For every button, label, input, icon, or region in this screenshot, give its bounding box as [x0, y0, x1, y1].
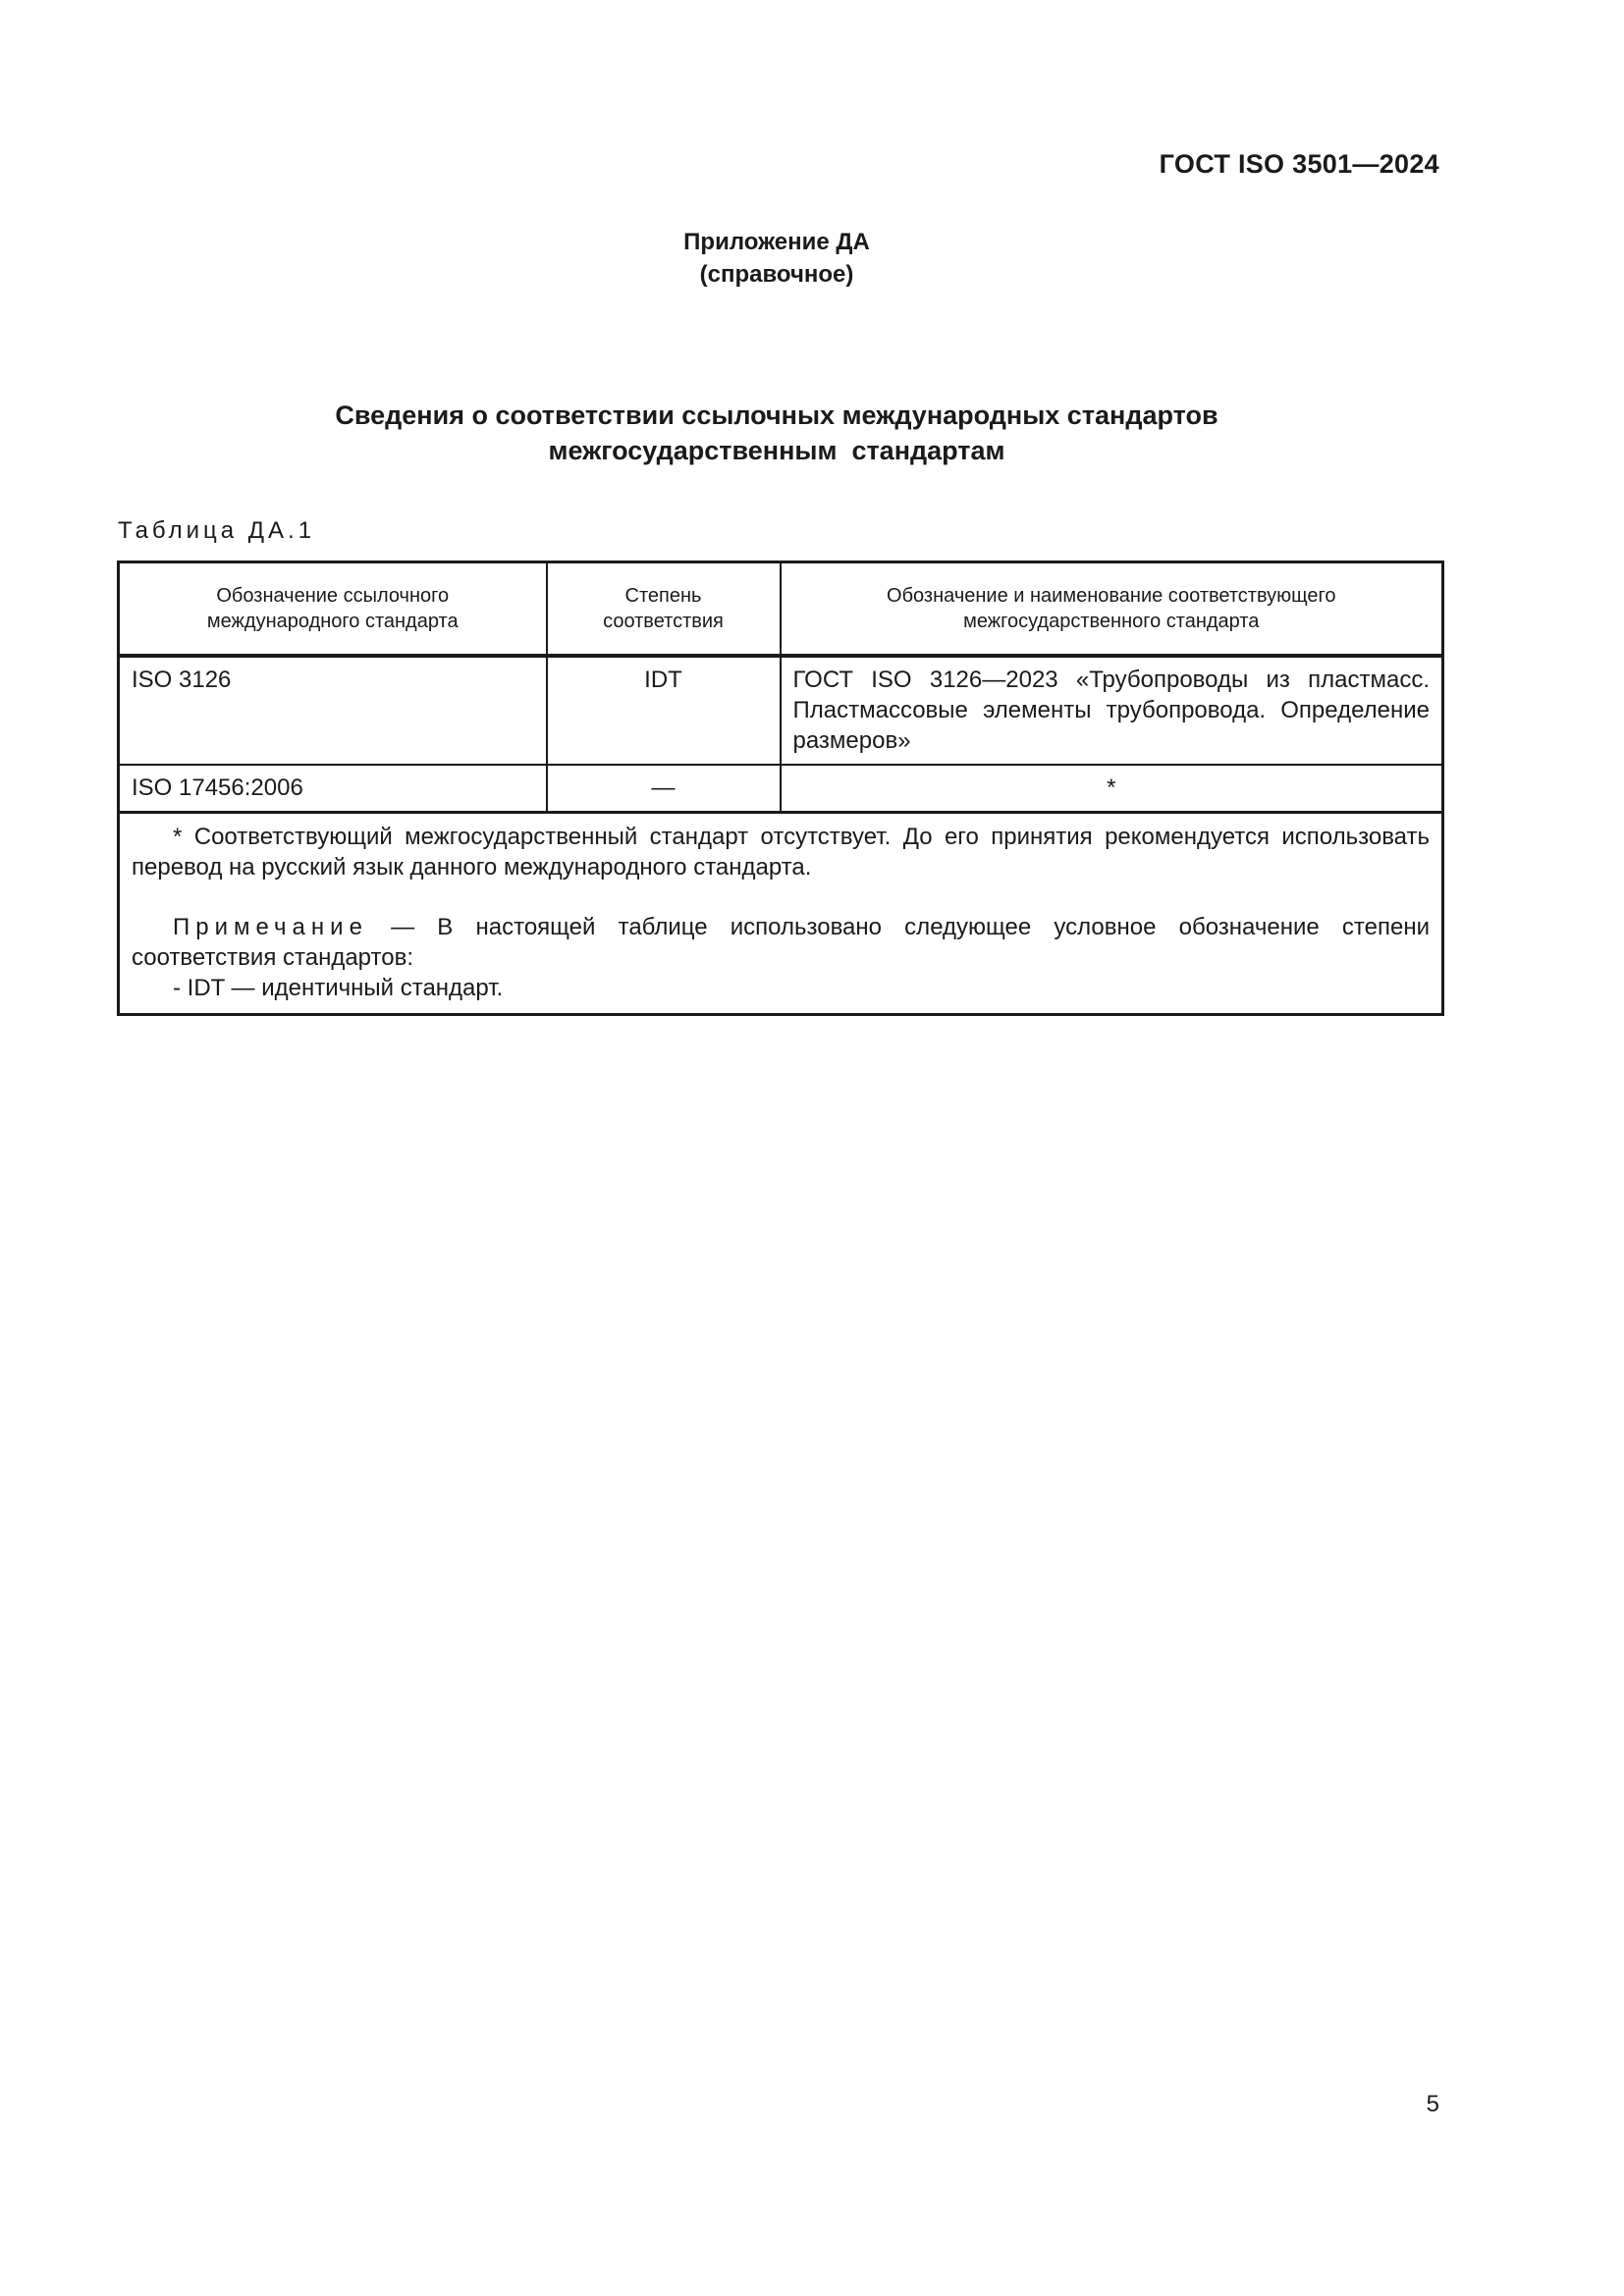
- note-list-item: - IDT — идентичный стандарт.: [173, 975, 504, 1001]
- correspondence-table-wrap: [117, 561, 1441, 1016]
- cell-ref: ISO 17456:2006: [119, 765, 547, 813]
- heading-line-2: межгосударственным стандартам: [548, 436, 1005, 465]
- header-degree: Степень соответствия: [547, 562, 781, 657]
- table-note: [132, 912, 1430, 973]
- table-header-row: [119, 562, 1443, 657]
- document-code: ГОСТ ISO 3501—2024: [1159, 149, 1439, 179]
- annex-kind: (справочное): [699, 261, 854, 288]
- table-row: [119, 656, 1443, 765]
- annex-title-block: [0, 226, 1553, 291]
- page-number: 5: [1426, 2091, 1439, 2117]
- cell-ref: ISO 3126: [119, 656, 547, 765]
- table-footnote: * Соответствующий межгосударственный стандарт отсутствует. До его принятия рекомендуется использовать перевод на русский язык данного международного стандарта.: [132, 824, 1430, 881]
- annex-title: Приложение ДА: [683, 229, 870, 255]
- cell-degree: —: [547, 765, 781, 813]
- table-notes-row: [119, 813, 1443, 1015]
- correspondence-table: [117, 561, 1444, 1016]
- note-list: [132, 973, 1430, 1003]
- cell-degree: IDT: [547, 656, 781, 765]
- header-ref-standard: Обозначение ссылочного международного стандарта: [119, 562, 547, 657]
- cell-standard: *: [781, 765, 1443, 813]
- table-caption: Таблица ДА.1: [118, 517, 316, 544]
- table-notes-cell: [119, 813, 1443, 1015]
- note-label: Примечание: [173, 914, 368, 940]
- table-row: [119, 765, 1443, 813]
- note-text: — В настоящей таблице использовано следующее условное обозначение степени соответствия стандартов:: [132, 914, 1430, 971]
- heading-line-1: Сведения о соответствии ссылочных международных стандартов: [335, 400, 1218, 430]
- header-interstate-standard: Обозначение и наименование соответствующего межгосударственного стандарта: [781, 562, 1443, 657]
- cell-standard: ГОСТ ISO 3126—2023 «Трубопроводы из пластмасс. Пластмассовые элементы трубопровода. Определение размеров»: [781, 656, 1443, 765]
- section-heading: [0, 398, 1553, 468]
